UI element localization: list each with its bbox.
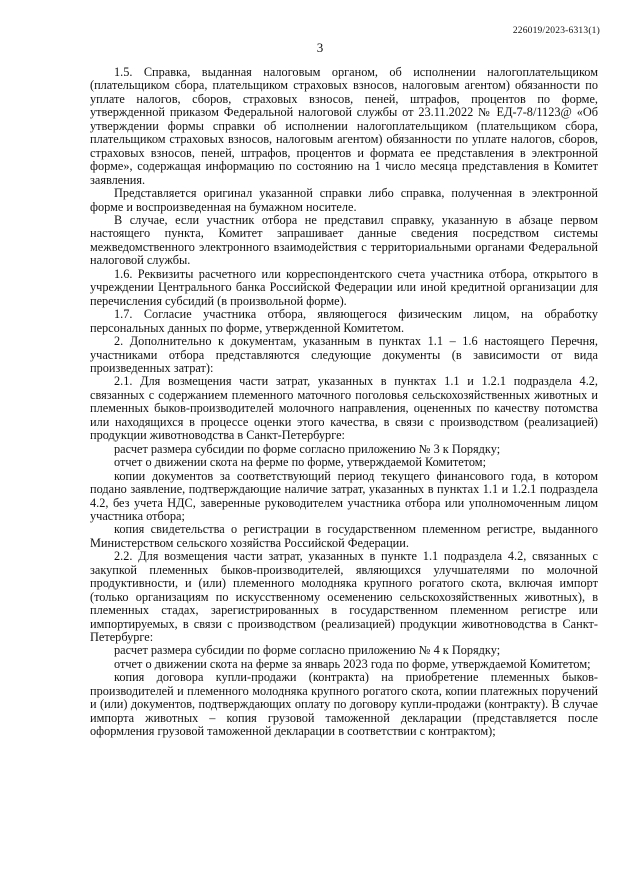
list-item-livestock-movement-report: отчет о движении скота на ферме по форме, утверждаемой Комитетом; (114, 455, 486, 470)
list-item-purchase-contract-copy: копия договора купли-продажи (контракта) на приобретение племенных быков-производителей и племенного молодняка крупного рогатого скота, копии платежных поручений и (или) документов, подтверждающих оплату по договору купли-продажи (контракту). В случае импорта животных – копия грузовой таможенной декларации (представляется после оформления грузовой таможенной декларации в соответствии с контрактом); (90, 670, 598, 739)
list-item-subsidy-calculation-appendix-4: расчет размера субсидии по форме согласно приложению № 4 к Порядку; (114, 643, 501, 658)
page-number: 3 (316, 40, 324, 55)
list-item-cost-documents-copies: копии документов за соответствующий период текущего финансового года, в котором подано заявление, подтверждающие наличие затрат, указанных в пунктах 1.1 и 1.2.1 подраздела 4.2, без учета НДС, заверенные руководителем участника отбора или уполномоченным лицом участника отбора; (90, 468, 598, 523)
list-item-breeding-register-certificate: копия свидетельства о регистрации в государственном племенном регистре, выданного Министерством сельского хозяйства Российской Федерации. (90, 522, 598, 550)
paragraph-certificate-original: Представляется оригинал указанной справки либо справка, полученная в электронной форме и воспроизведенная на бумажном носителе. (90, 186, 598, 214)
paragraph-2-additional-documents: 2. Дополнительно к документам, указанным в пунктах 1.1 – 1.6 настоящего Перечня, участниками отбора представляются следующие документы (в зависимости от вида произведенных затрат): (90, 334, 598, 375)
paragraph-2-2-purchase-costs: 2.2. Для возмещения части затрат, указанных в пункте 1.1 подраздела 4.2, связанных с закупкой племенных быков-производителей, являющихся улучшателями по молочной продуктивности, и (или) племенного молодняка крупного рогатого скота, включая импорт (только организациям по искусственному осеменению сельскохозяйственных животных), в племенных стадах, зарегистрированных в государственном племенном регистре или импортируемых, в связи с производством (реализацией) продукции животноводства в Санкт-Петербурге: (90, 549, 598, 645)
list-item-january-livestock-report: отчет о движении скота на ферме за январь 2023 года по форме, утверждаемой Комитетом; (114, 656, 591, 671)
paragraph-1-5-tax-certificate: 1.5. Справка, выданная налоговым органом, об исполнении налогоплательщиком (плательщиком сбора, плательщиком страховых взносов, налоговым агентом) обязанности по уплате налогов, сборов, страховых взносов, пеней, штрафов, процентов по форме, утвержденной приказом Федеральной налоговой службы от 23.11.2022 № ЕД-7-8/1123@ «Об утверждении формы справки об исполнении налогоплательщиком (плательщиком сбора, плательщиком страховых взносов, налоговым агентом) обязанности по уплате налогов, сборов, страховых взносов, пеней, штрафов, процентов и формата ее представления в электронной форме», содержащая информацию по состоянию на 1 число месяца представления в Комитет заявления. (90, 65, 598, 187)
paragraph-1-6-bank-details: 1.6. Реквизиты расчетного или корреспондентского счета участника отбора, открытого в учреждении Центрального банка Российской Федерации или иной кредитной организации для перечисления субсидий (в произвольной форме). (90, 266, 598, 308)
paragraph-1-7-personal-data-consent: 1.7. Согласие участника отбора, являющегося физическим лицом, на обработку персональных данных по форме, утвержденной Комитетом. (90, 307, 598, 335)
document-body (90, 66, 598, 739)
document-registration-number: 226019/2023-6313(1) (512, 26, 600, 36)
list-item-subsidy-calculation-appendix-3: расчет размера субсидии по форме согласно приложению № 3 к Порядку; (114, 441, 501, 456)
paragraph-2-1-maintenance-costs: 2.1. Для возмещения части затрат, указанных в пунктах 1.1 и 1.2.1 подраздела 4.2, связанных с содержанием племенного маточного поголовья сельскохозяйственных животных и племенных быков-производителей молочного направления, оцененных по качеству потомства или находящихся в процессе оценки этого качества, в связи с производством (реализацией) продукции животноводства в Санкт-Петербурге: (90, 374, 598, 443)
paragraph-certificate-request: В случае, если участник отбора не представил справку, указанную в абзаце первом настоящего пункта, Комитет запрашивает данные сведения посредством системы межведомственного электронного взаимодействия с территориальными органами Федеральной налоговой службы. (90, 212, 598, 268)
